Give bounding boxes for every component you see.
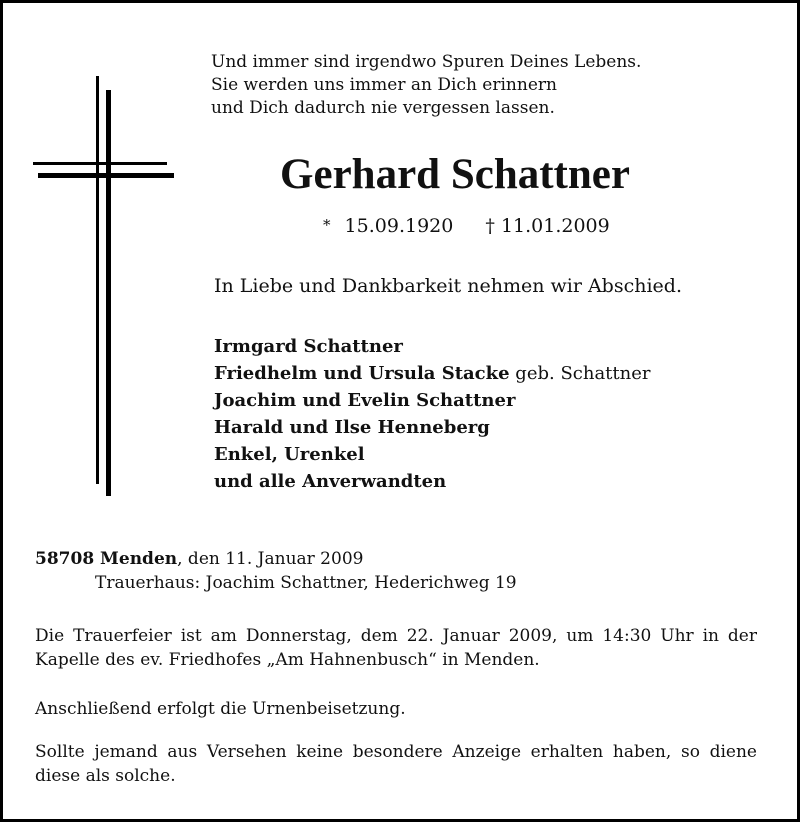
quote-line: und Dich dadurch nie vergessen lassen.	[211, 98, 555, 118]
life-dates	[323, 215, 610, 237]
memorial-quote	[211, 51, 641, 120]
place-and-date	[35, 547, 517, 595]
deceased-name: Gerhard Schattner	[280, 151, 630, 198]
death-date: 11.01.2009	[500, 215, 610, 237]
mourning-house: Trauerhaus: Joachim Schattner, Hederichweg 19	[95, 573, 517, 593]
quote-line: Und immer sind irgendwo Spuren Deines Lebens.	[211, 52, 642, 72]
mourner-line: Friedhelm und Ursula Stacke geb. Schattner	[214, 363, 651, 384]
mourners-list	[214, 333, 651, 495]
funeral-service: Die Trauerfeier ist am Donnerstag, dem 22. Januar 2009, um 14:30 Uhr in der Kapelle des ev. Friedhofes „Am Hahnenbusch“ in Menden.	[35, 626, 757, 670]
mourner-line: Harald und Ilse Henneberg	[214, 417, 490, 438]
death-symbol: †	[485, 215, 495, 237]
birth-date: 15.09.1920	[344, 215, 454, 237]
closing-note: Sollte jemand aus Versehen keine besondere Anzeige erhalten haben, so diene diese als solche.	[35, 742, 757, 786]
place-name: 58708 Menden	[35, 549, 178, 569]
interment-note: Anschließend erfolgt die Urnenbeisetzung.	[35, 699, 406, 719]
birth-symbol: *	[323, 216, 331, 234]
notice-date: , den 11. Januar 2009	[177, 549, 364, 569]
mourner-line: Irmgard Schattner	[214, 336, 403, 357]
quote-line: Sie werden uns immer an Dich erinnern	[211, 75, 557, 95]
mourner-line: und alle Anverwandten	[214, 471, 447, 492]
farewell-line: In Liebe und Dankbarkeit nehmen wir Abschied.	[214, 275, 682, 297]
mourner-line: Enkel, Urenkel	[214, 444, 365, 465]
mourner-line: Joachim und Evelin Schattner	[214, 390, 516, 411]
